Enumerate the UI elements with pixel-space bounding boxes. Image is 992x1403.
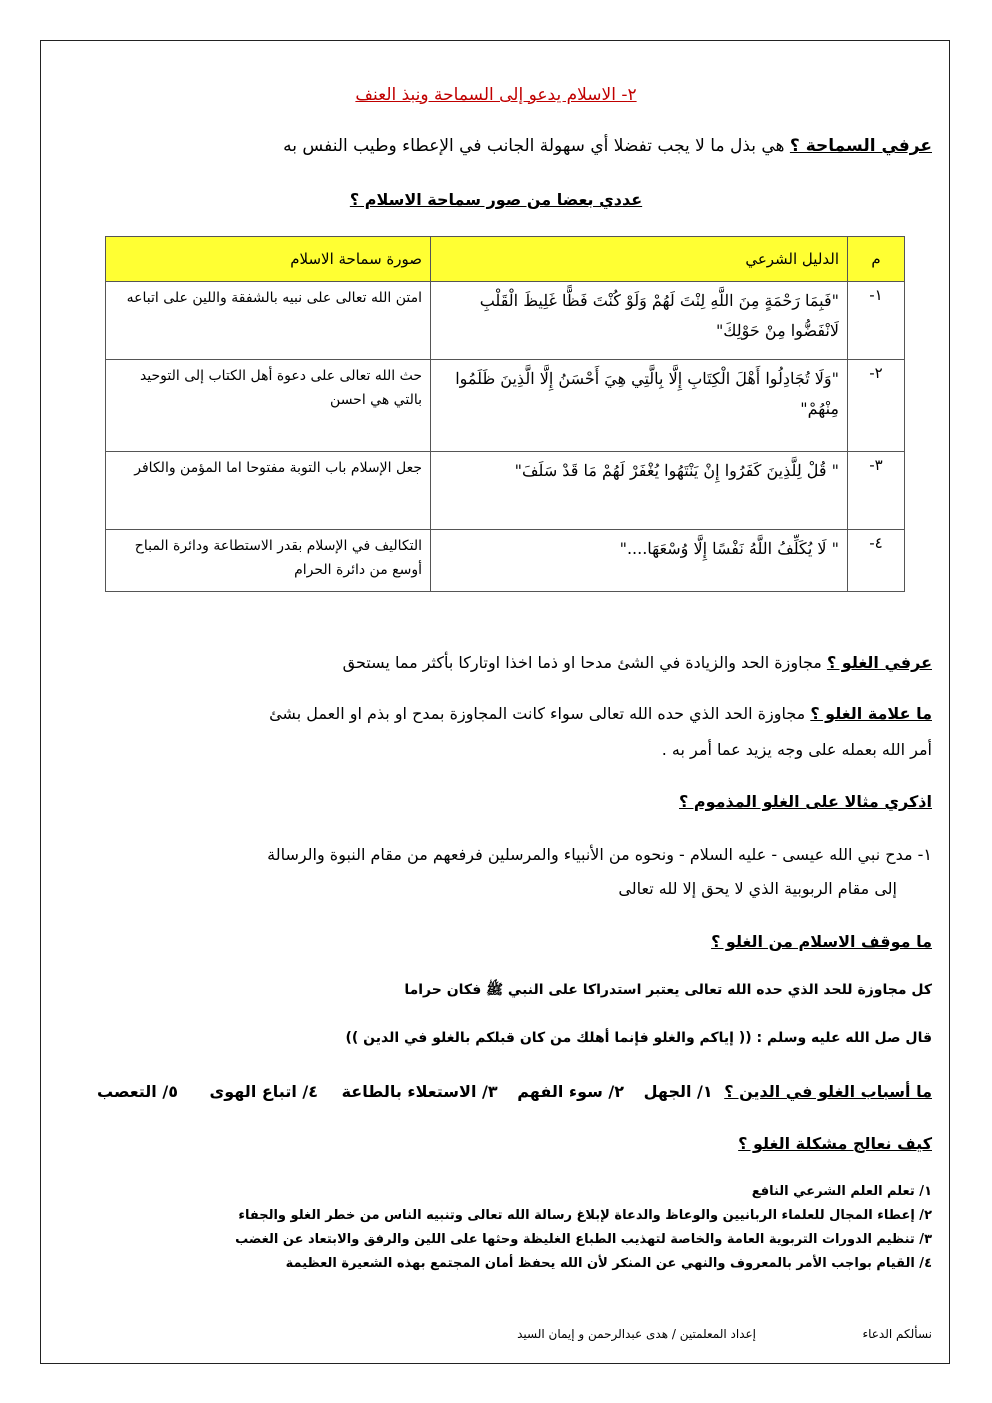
header-image: صورة سماحة الاسلام [106,237,431,282]
row-num: ٣- [848,452,905,530]
cause-item: ١/ الجهل [643,1082,713,1101]
tolerance-answer: هي بذل ما لا يجب تفضلا أي سهولة الجانب في الإعطاء وطيب النفس به [283,136,785,156]
list-item: ٢/ إعطاء المجال للعلماء الربانيين والوعاظ والدعاة لإبلاغ رسالة الله تعالى وتنبيه الناس من خطر الغلو والجفاء [238,1208,932,1223]
row-image: حث الله تعالى على دعوة أهل الكتاب إلى التوحيد بالتي هي احسن [106,360,431,452]
example-question: اذكري مثالا على الغلو المذموم ؟ [679,792,932,811]
row-evidence: "فَبِمَا رَحْمَةٍ مِنَ اللَّهِ لِنْتَ لَهُمْ وَلَوْ كُنْتَ فَظًّا غَلِيظَ الْقَلْبِ لَانْفَضُّوا مِنْ حَوْلِكَ" [431,282,848,360]
tolerance-definition [60,132,932,160]
cause-item: ٤/ اتباع الهوى [209,1082,319,1101]
footer-authors: إعداد المعلمتين / هدى عبدالرحمن و إيمان السيد [517,1327,756,1341]
cause-item: ٥/ التعصب [97,1082,178,1101]
example-answer-line1: ١- مدح نبي الله عيسى - عليه السلام - ونحوه من الأنبياء والمرسلين فرفعهم من مقام النبوة والرسالة [267,845,932,864]
position-answer-1: كل مجاوزة للحد الذي حده الله تعالى يعتبر استدراكا على النبي ﷺ فكان حراما [404,982,932,998]
row-num: ٤- [848,530,905,592]
tolerance-question: عرفي السماحة ؟ [789,136,932,156]
extremism-sign [60,700,932,728]
causes-line [70,1078,932,1106]
header-evidence: الدليل الشرعي [431,237,848,282]
cause-item: ٣/ الاستعلاء بالطاعة [341,1082,498,1101]
row-evidence: " لَا يُكَلِّفُ اللَّهُ نَفْسًا إِلَّا وُسْعَهَا...." [431,530,848,592]
table-row [106,530,905,592]
table-row [106,452,905,530]
list-item: ٤/ القيام بواجب الأمر بالمعروف والنهي عن المنكر لأن الله يحفظ أمان المجتمع بهذه الشعيرة العظيمة [285,1256,932,1271]
row-image: التكاليف في الإسلام بقدر الاستطاعة ودائرة المباح أوسع من دائرة الحرام [106,530,431,592]
footer-prayer: نسألكم الدعاء [862,1327,932,1341]
row-image: امتن الله تعالى على نبيه بالشفقة واللين على اتباعه [106,282,431,360]
position-answer-2: قال صل الله عليه وسلم : (( إياكم والغلو فإنما أهلك من كان قبلكم بالغلو في الدين )) [345,1030,932,1046]
table-header-row [106,237,905,282]
table-row [106,282,905,360]
row-evidence: " قُلْ لِلَّذِينَ كَفَرُوا إِنْ يَنْتَهُوا يُغْفَرْ لَهُمْ مَا قَدْ سَلَفَ" [431,452,848,530]
tolerance-table [105,236,905,592]
list-item: ١/ تعلم العلم الشرعي النافع [751,1184,932,1199]
causes-question: ما أسباب الغلو في الدين ؟ [724,1082,932,1101]
sign-answer-line2: أمر الله بعمله على وجه يزيد عما أمر به . [661,740,932,759]
extremism-definition [60,649,932,677]
examples-heading: عددي بعضا من صور سماحة الاسلام ؟ [349,190,643,209]
treatment-question: كيف نعالج مشكلة الغلو ؟ [738,1134,932,1153]
table-row [106,360,905,452]
list-item: ٣/ تنظيم الدورات التربوية العامة والخاصة لتهذيب الطباع الغليظة وحثها على اللين والرفق والابتعاد عن الغضب [235,1232,932,1247]
sign-question: ما علامة الغلو ؟ [810,704,932,723]
example-answer-line2: إلى مقام الربوبية الذي لا يحق إلا لله تعالى [618,879,897,898]
treatment-list [60,1180,932,1276]
cause-item: ٢/ سوء الفهم [517,1082,625,1101]
row-num: ٢- [848,360,905,452]
page-title: ٢- الاسلام يدعو إلى السماحة ونبذ العنف [355,85,637,105]
header-num: م [848,237,905,282]
extremism-answer: مجاوزة الحد والزيادة في الشئ مدحا او ذما اخذا اوتاركا بأكثر مما يستحق [342,653,822,672]
position-question: ما موقف الاسلام من الغلو ؟ [711,932,932,951]
row-evidence: "وَلَا تُجَادِلُوا أَهْلَ الْكِتَابِ إِلَّا بِالَّتِي هِيَ أَحْسَنُ إِلَّا الَّذِينَ ظَلَمُوا مِنْهُمْ" [431,360,848,452]
sign-answer-line1: مجاوزة الحد الذي حده الله تعالى سواء كانت المجاوزة بمدح او بذم او العمل بشئ [269,704,806,723]
extremism-question: عرفي الغلو ؟ [826,653,932,672]
row-image: جعل الإسلام باب التوبة مفتوحا اما المؤمن والكافر [106,452,431,530]
row-num: ١- [848,282,905,360]
